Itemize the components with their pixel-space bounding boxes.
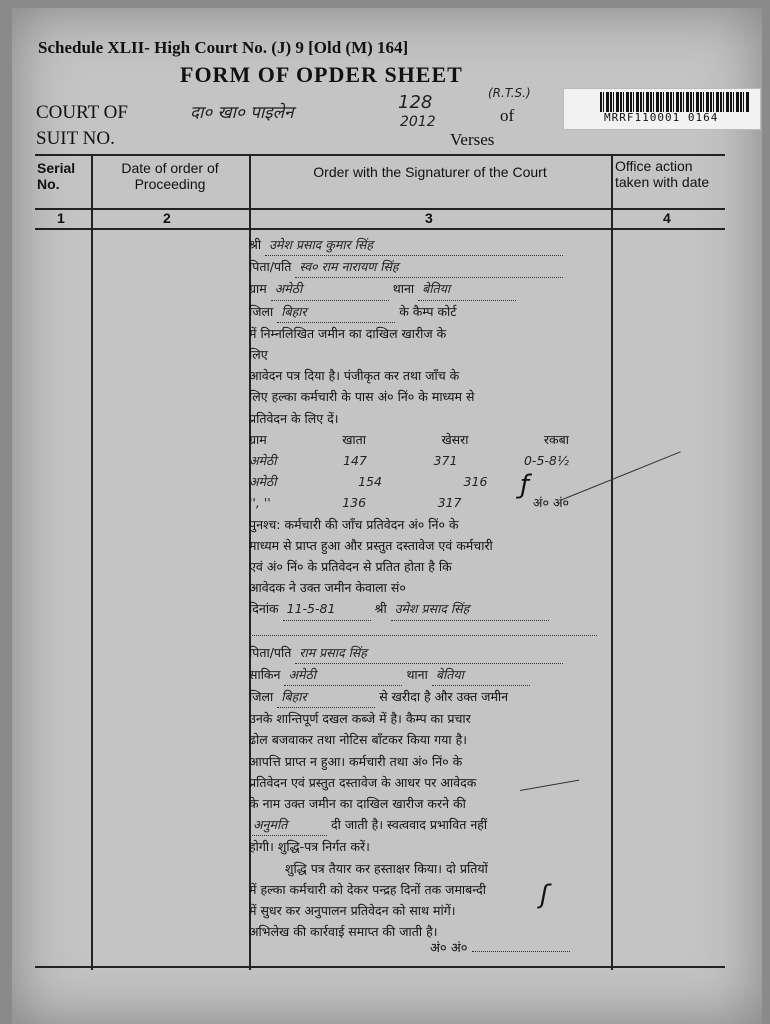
para3-line: ढोल बजवाकर तथा नोटिस बाँटकर किया गया है।: [249, 732, 468, 748]
col-divider-3: [611, 154, 613, 970]
land-grid-row: '', '' 136 317 अं० अं०: [249, 492, 569, 513]
para2-line: माध्यम से प्राप्त हुआ और प्रस्तुत दस्तावेज एवं कर्मचारी: [249, 537, 493, 553]
order-table: [35, 154, 725, 970]
father-name: स्व० राम नारायण सिंह: [295, 256, 563, 278]
case-tag: (R.T.S.): [488, 86, 531, 100]
thana-name: बेतिया: [418, 278, 516, 300]
district-name: बिहार: [277, 301, 395, 323]
signature-mark-icon: ƒ: [520, 470, 530, 500]
thana2-name: बेतिया: [432, 664, 530, 686]
district2-name: बिहार: [277, 686, 375, 708]
col-header-date: Date of order of Proceeding: [121, 160, 219, 192]
form-title: FORM OF OPDER SHEET: [180, 62, 463, 87]
col-number-1: 1: [57, 210, 65, 226]
verses-label: Verses: [450, 130, 495, 149]
col-number-3: 3: [425, 210, 433, 226]
blank-dotted-line: [249, 621, 599, 642]
col-number-2: 2: [163, 210, 171, 226]
deed-date: 11-5-81: [283, 598, 371, 620]
signature-mark-icon: ʃ: [540, 880, 549, 910]
order-text-block: [249, 234, 599, 943]
para3-line: आपत्ति प्राप्त न हुआ। कर्मचारी तथा अं० निं० के: [249, 753, 463, 769]
barcode-sticker: [563, 88, 761, 130]
para3-line: होगी। शुद्धि-पत्र निर्गत करें।: [249, 839, 370, 855]
father2-line: पिता/पति राम प्रसाद सिंह: [249, 642, 599, 664]
case-year: 2012: [400, 114, 436, 130]
applicant-name: उमेश प्रसाद कुमार सिंह: [265, 234, 563, 256]
para3-line: के नाम उक्त जमीन का दाखिल खारीज करने की: [249, 796, 466, 812]
sakin-line: साकिन अमेठी थाना बेतिया: [249, 664, 599, 686]
suit-label: SUIT NO.: [36, 128, 115, 149]
father-line: पिता/पति स्व० राम नारायण सिंह: [249, 256, 599, 278]
para2-line: आवेदक ने उक्त जमीन केवाला सं०: [249, 580, 406, 596]
permission-handwritten: अनुमति: [249, 814, 327, 836]
table-bottom-border: [35, 966, 725, 968]
col-header-order: Order with the Signaturer of the Court: [313, 164, 547, 180]
village-line: ग्राम अमेठी थाना बेतिया: [249, 278, 599, 300]
para4-line: अभिलेख की कार्रवाई समाप्त की जाती है।: [249, 924, 438, 940]
para3-line: प्रतिवेदन एवं प्रस्तुत दस्तावेज के आधर पर आवेदक: [249, 774, 477, 790]
court-label: COURT OF: [36, 102, 128, 123]
schedule-line: Schedule XLII- High Court No. (J) 9 [Old (M) 164]: [38, 38, 409, 57]
land-grid-header: ग्राम खाता खेसरा रकबा: [249, 431, 569, 447]
district2-line: जिला बिहार से खरीदा है और उक्त जमीन: [249, 686, 599, 708]
seller-name: उमेश प्रसाद सिंह: [391, 598, 549, 620]
table-top-border: [35, 154, 725, 156]
para2-line: एवं अं० निं० के प्रतिवेदन से प्रतित होता है कि: [249, 559, 452, 575]
para4-line: शुद्धि पत्र तैयार कर हस्ताक्षर किया। दो प्रतियों: [285, 860, 488, 876]
para1-line: लिए: [249, 347, 268, 363]
col-header-serial: Serial No.: [37, 160, 76, 192]
district-line: जिला बिहार के कैम्प कोर्ट: [249, 301, 599, 323]
village-name: अमेठी: [271, 278, 389, 300]
number-row-divider: [35, 228, 725, 230]
para1-line: लिए हल्का कर्मचारी के पास अं० निं० के माध्यम से: [249, 389, 475, 405]
applicant-line: श्री उमेश प्रसाद कुमार सिंह: [249, 234, 599, 256]
barcode-icon: [600, 92, 750, 112]
para1-line: में निम्नलिखित जमीन का दाखिल खारीज के: [249, 325, 447, 341]
header-divider: [35, 208, 725, 210]
deed-date-line: दिनांक 11-5-81 श्री उमेश प्रसाद सिंह: [249, 598, 599, 620]
para3-line: अनुमति दी जाती है। स्वत्ववाद प्रभावित नहीं: [249, 814, 599, 836]
sakin-name: अमेठी: [284, 664, 402, 686]
barcode-text: MRRF110001 0164: [604, 111, 719, 124]
land-grid-row: अमेठी 154 316: [249, 474, 488, 490]
land-grid-row: अमेठी 147 371 0-5-8½: [249, 453, 569, 469]
court-name-handwritten: दा० खा० पाइलेन: [190, 103, 294, 123]
para3-line: उनके शान्तिपूर्ण दखल कब्जे में है। कैम्प का प्रचार: [249, 711, 471, 727]
seller-father: राम प्रसाद सिंह: [295, 642, 563, 664]
ao-stamp: अं० अं०: [532, 495, 569, 511]
para4-line: में सुधर कर अनुपालन प्रतिवेदन को साथ मांगें।: [249, 903, 456, 919]
para2-line: पुनश्च: कर्मचारी की जाँच प्रतिवेदन अं० निं० के: [249, 516, 459, 532]
col-number-4: 4: [663, 210, 671, 226]
para4-line: में हल्का कर्मचारी को देकर पन्द्रह दिनों तक जमाबन्दी: [249, 881, 487, 897]
para1-line: प्रतिवेदन के लिए दें।: [249, 410, 339, 426]
of-label: of: [500, 106, 515, 125]
footer-ao-stamp: अं० अं०: [430, 938, 570, 956]
col-divider-1: [91, 154, 93, 970]
col-header-office: Office action taken with date: [615, 158, 710, 190]
para1-line: आवेदन पत्र दिया है। पंजीकृत कर तथा जाँच के: [249, 368, 460, 384]
case-number: 128: [398, 92, 433, 113]
